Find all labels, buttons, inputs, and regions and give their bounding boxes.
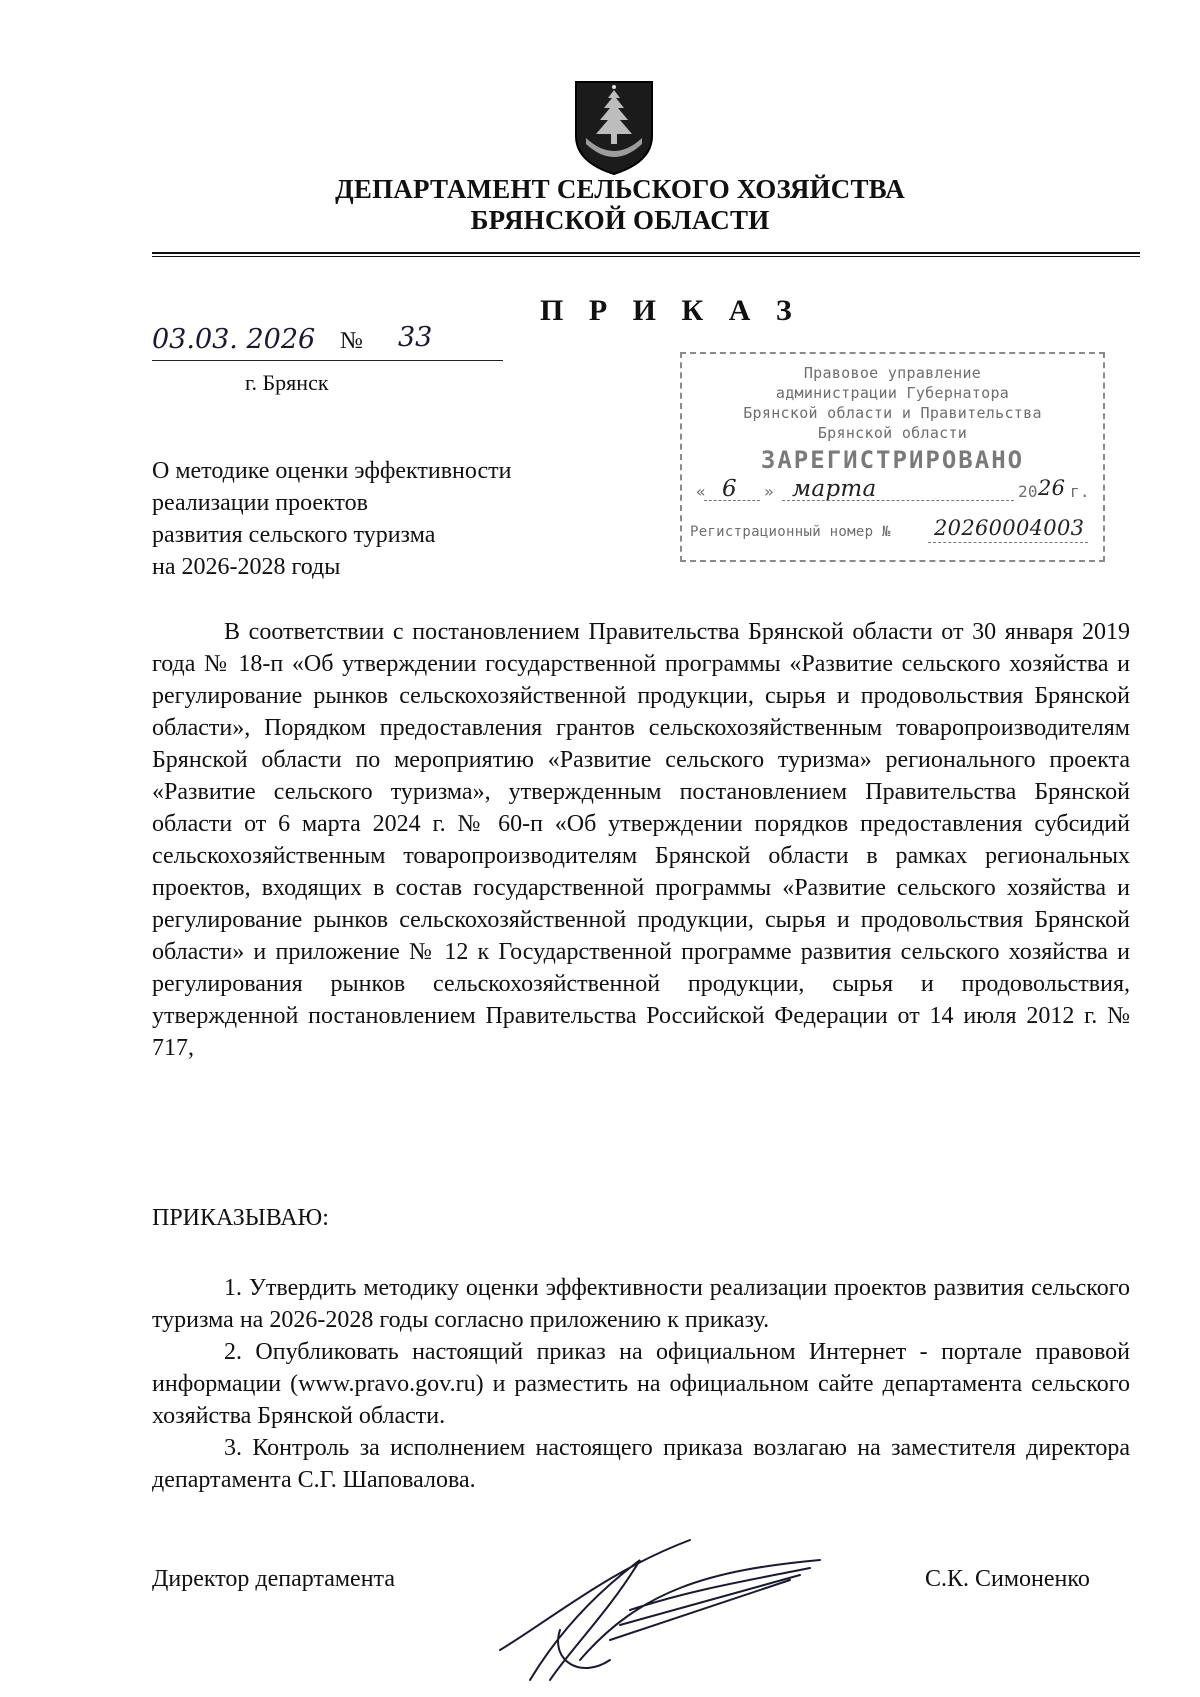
stamp-reg-label: Регистрационный номер № [690, 524, 891, 540]
handwritten-signature [490, 1530, 830, 1690]
signatory-name: С.К. Симоненко [925, 1566, 1090, 1592]
stamp-line4: Брянской области [817, 424, 968, 442]
order-date: 03.03. 2026 [152, 324, 316, 355]
order-number-label: № [340, 328, 363, 354]
stamp-month: марта [792, 476, 877, 502]
subject-line2: реализации проектов [152, 490, 368, 516]
stamp-line2: администрации Губернатора [775, 384, 1010, 402]
department-name-line2: БРЯНСКОЙ ОБЛАСТИ [470, 205, 770, 235]
order-item-2: 2. Опубликовать настоящий приказ на официальном Интернет - портале правовой информации (www.pravo.gov.ru) и разместить на официальном сайте департамента сельского хозяйства Брянской области. [152, 1339, 1130, 1429]
stamp-year-unit: г. [1070, 482, 1090, 501]
stamp-reg-number: 20260004003 [934, 516, 1085, 540]
department-name-line1: ДЕПАРТАМЕНТ СЕЛЬСКОГО ХОЗЯЙСТВА [335, 174, 905, 204]
stamp-status: ЗАРЕГИСТРИРОВАНО [760, 446, 1025, 474]
order-word: ПРИКАЗЫВАЮ: [152, 1205, 329, 1231]
city: г. Брянск [245, 370, 329, 395]
header-rule [152, 252, 1140, 254]
stamp-line1: Правовое управление [803, 364, 982, 382]
order-subject [152, 455, 511, 583]
subject-line3: развития сельского туризма [152, 522, 436, 548]
order-title: П Р И К А З [540, 294, 801, 327]
order-number: 33 [398, 322, 433, 353]
order-item-1: 1. Утвердить методику оценки эффективности реализации проектов развития сельского туризма на 2026-2028 годы согласно приложению к приказу. [152, 1275, 1130, 1333]
order-items [152, 1272, 1130, 1496]
header-rule-thin [152, 256, 1140, 257]
preamble-paragraph: В соответствии с постановлением Правительства Брянской области от 30 января 2019 года № 18-п «Об утверждении государственной программы «Развитие сельского хозяйства и регулирование рынков сельскохозяйственной продукции, сырья и продовольствия Брянской области», Порядком предоставления грантов сельскохозяйственным товаропроизводителям Брянской области по мероприятию «Развитие сельского туризма» регионального проекта «Развитие сельского туризма», утвержденным постановлением Правительства Брянской области от 6 марта 2024 г. № 60-п «Об утверждении порядков предоставления субсидий сельскохозяйственным товаропроизводителям Брянской области в рамках региональных проектов, входящих в состав государственной программы «Развитие сельского хозяйства и регулирование рынков сельскохозяйственной продукции, сырья и продовольствия Брянской области» и приложение № 12 к Государственной программе развития сельского хозяйства и регулирования рынков сельскохозяйственной продукции, сырья и продовольствия, утвержденной постановлением Правительства Российской Федерации от 14 июля 2012 г. № 717, [152, 619, 1130, 1061]
stamp-year-prefix: 20 [1018, 482, 1038, 501]
signatory-title: Директор департамента [152, 1566, 395, 1592]
coat-of-arms-icon [572, 78, 656, 176]
date-number-underline [152, 360, 503, 361]
subject-line1: О методике оценки эффективности [152, 458, 512, 484]
stamp-day: 6 [722, 476, 737, 502]
order-item-3: 3. Контроль за исполнением настоящего приказа возлагаю на заместителя директора департамента С.Г. Шаповалова. [152, 1435, 1130, 1493]
stamp-line3: Брянской области и Правительства [743, 404, 1042, 422]
stamp-year-suffix: 26 [1038, 476, 1066, 500]
registration-stamp: Правовое управление администрации Губернатора Брянской области и Правительства Брянской области ЗАРЕГИСТРИРОВАНО « 6 » марта 20 26 г. Регистрационный номер № 20260004003 [680, 352, 1105, 562]
subject-line4: на 2026-2028 годы [152, 554, 341, 580]
